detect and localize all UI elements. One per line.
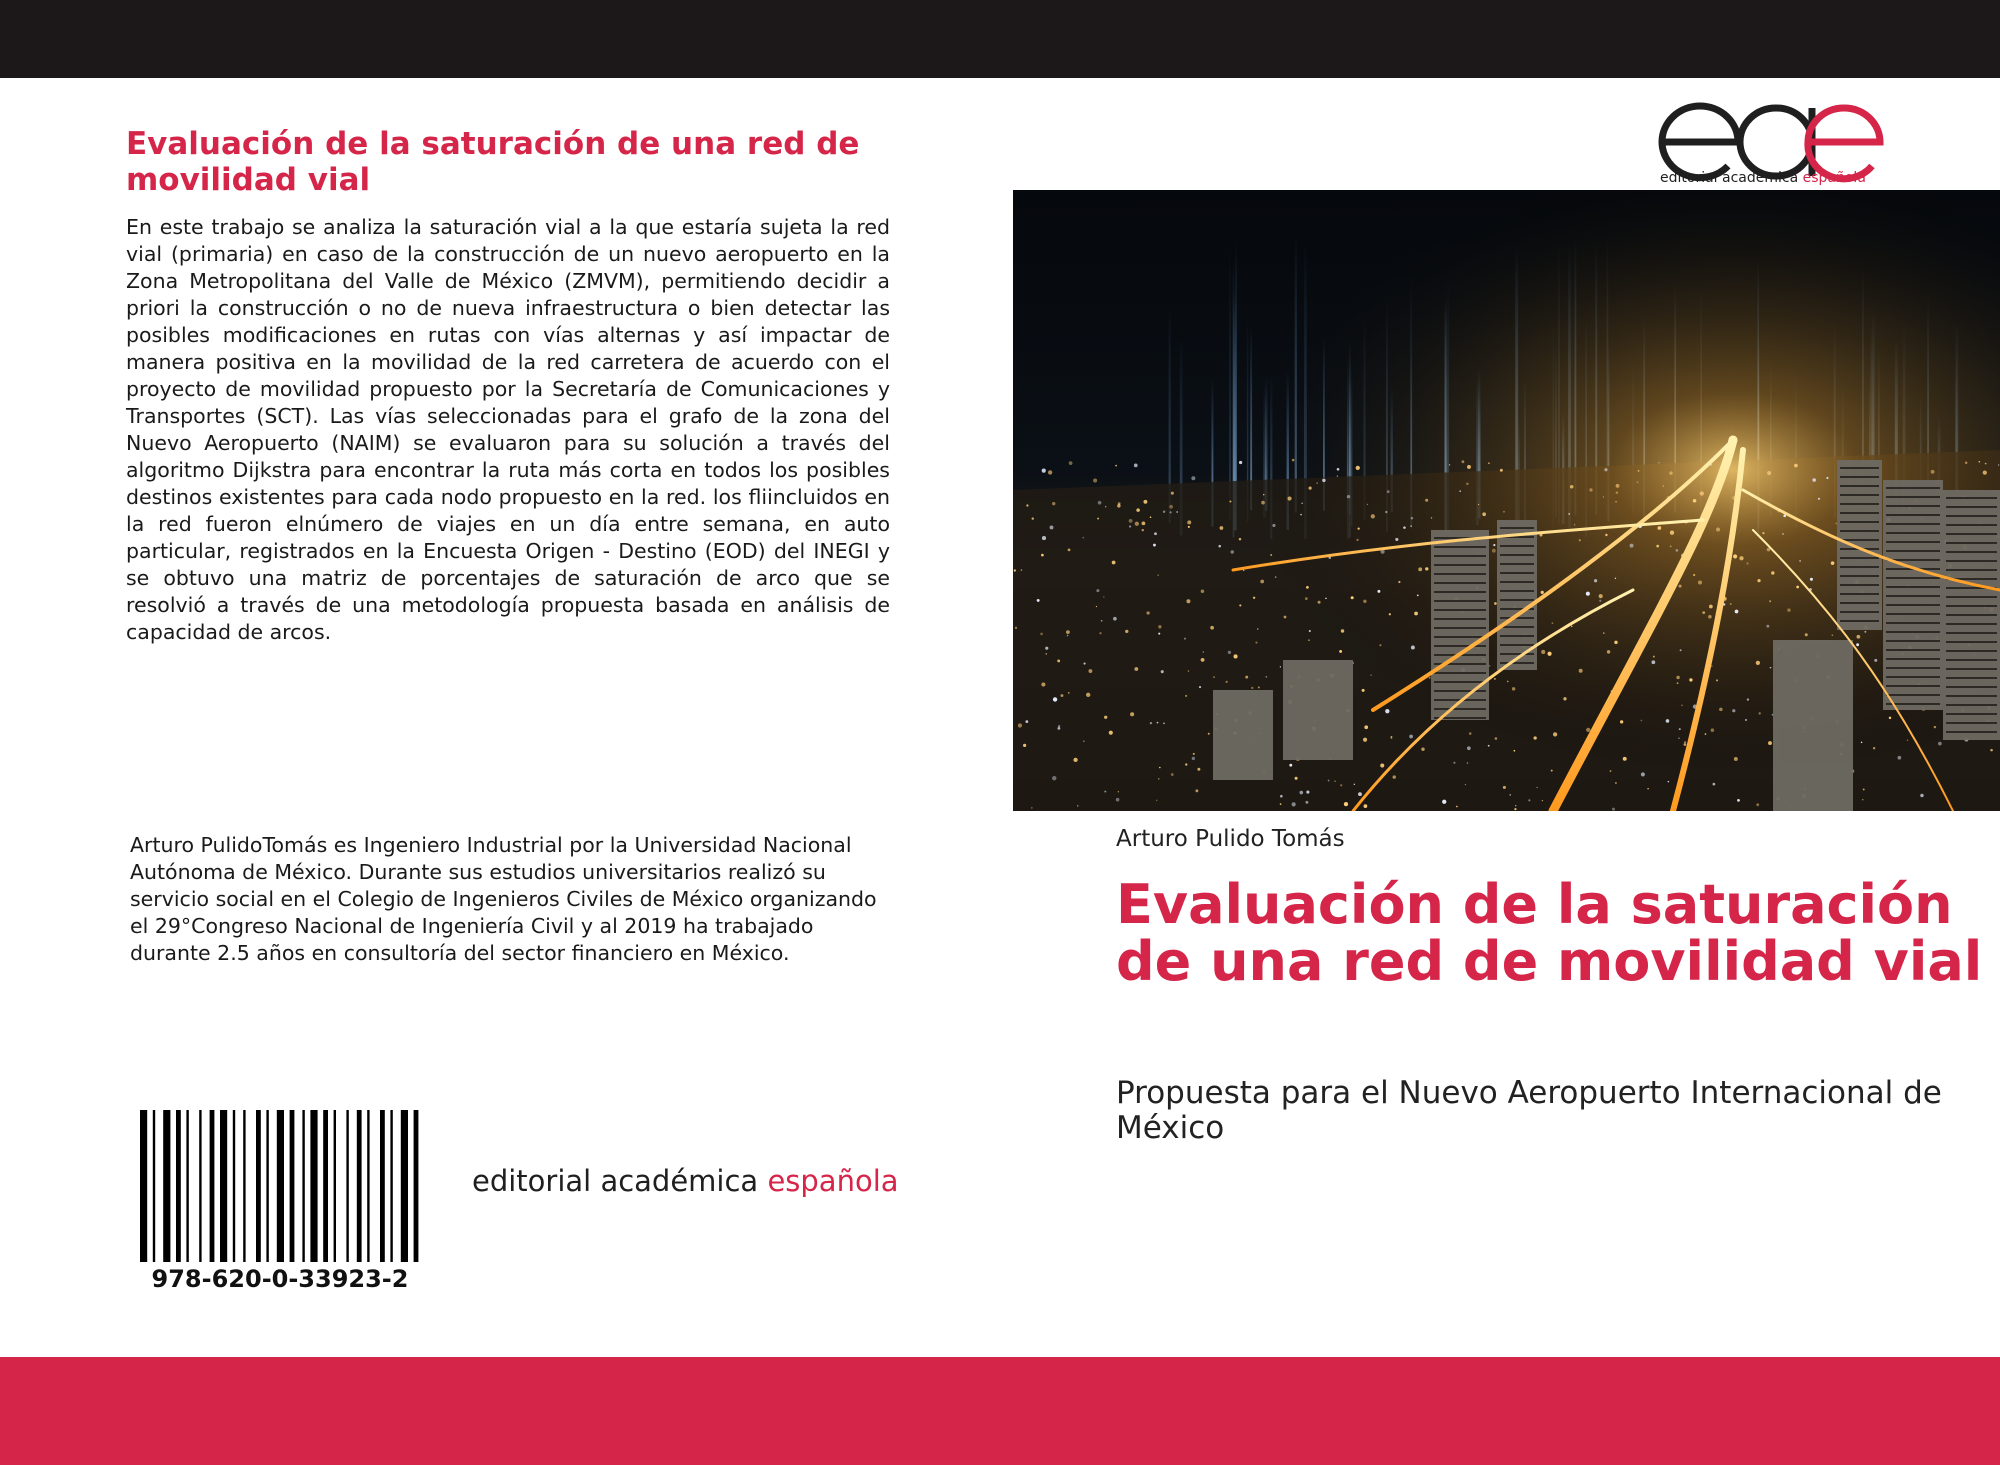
barcode-bar [153, 1110, 155, 1262]
barcode-bar [256, 1110, 261, 1262]
back-publisher-accent: española [767, 1164, 899, 1198]
barcode-bar [414, 1110, 419, 1262]
logo-text [1660, 170, 1866, 186]
barcode-bar [401, 1110, 408, 1262]
barcode-bar [163, 1110, 170, 1262]
barcode-bar [176, 1110, 181, 1262]
barcode-bar [302, 1110, 304, 1262]
top-band [0, 0, 2000, 78]
barcode-bar [220, 1110, 227, 1262]
barcode-bar [277, 1110, 284, 1262]
barcode-bar [346, 1110, 348, 1262]
logo-text-main: editorial académica [1660, 170, 1799, 186]
back-cover-abstract: En este trabajo se analiza la saturación vial a la que estaría sujeta la red vial (primaria) en caso de la construcción de un nuevo aeropuerto en la Zona Metropolitana del Valle de México (ZMVM), permitiendo decidir a priori la construcción o no de nueva infraestructura o bien detectar las posibles modificaciones en rutas con vías alternas y así impactar de manera positiva en la movilidad de la red carretera de acuerdo con el proyecto de movilidad propuesto por la Secretaría de Comunicaciones y Transportes (SCT). Las vías seleccionadas para el grafo de la zona del Nuevo Aeropuerto (NAIM) se evaluaron para su solución a través del algoritmo Dijkstra para encontrar la ruta más corta en todos los posibles destinos existentes para cada nodo propuesto en la red. los fliincluidos en la red fueron elnúmero de viajes en un día entre semana, en auto particular, registrados en la Encuesta Origen - Destino (EOD) del INEGI y se obtuvo una matriz de porcentajes de saturación de arco que se resolvió a través de una metodología propuesta basada en análisis de capacidad de arcos. [126, 215, 890, 644]
front-author-name: Arturo Pulido Tomás [1116, 826, 1345, 852]
barcode-bar [233, 1110, 235, 1262]
barcode-bar [243, 1110, 245, 1262]
isbn-number: 978-620-0-33923-2 [151, 1265, 409, 1293]
barcode-bar [390, 1110, 392, 1262]
barcode [140, 1110, 420, 1262]
night-city-highway-photo [1013, 190, 2000, 811]
barcode-bar [380, 1110, 385, 1262]
back-publisher-name [472, 1164, 899, 1198]
barcode-bar [367, 1110, 369, 1262]
bottom-band [0, 1357, 2000, 1465]
barcode-bar [323, 1110, 328, 1262]
back-cover-title: Evaluación de la saturación de una red de movilidad vial [126, 126, 860, 198]
barcode-bar [199, 1110, 201, 1262]
author-bio: Arturo PulidoTomás es Ingeniero Industrial por la Universidad Nacional Autónoma de México. Durante sus estudios universitarios realizó su servicio social en el Colegio de Ingenieros Civiles de México organizando el 29°Congreso Nacional de Ingeniería Civil y al 2019 ha trabajado durante 2.5 años en consultoría del sector financiero en México. [130, 833, 877, 965]
barcode-bar [334, 1110, 336, 1262]
back-publisher-main: editorial académica [472, 1164, 759, 1198]
front-cover-title: Evaluación de la saturación de una red de movilidad vial [1116, 873, 1983, 993]
barcode-bar [310, 1110, 317, 1262]
barcode-bar [290, 1110, 295, 1262]
barcode-bar [357, 1110, 362, 1262]
logo-text-accent: española [1802, 170, 1866, 186]
barcode-bar [210, 1110, 215, 1262]
barcode-bar [140, 1110, 147, 1262]
front-cover-subtitle: Propuesta para el Nuevo Aeropuerto Internacional de México [1116, 1075, 1942, 1146]
barcode-bar [266, 1110, 268, 1262]
barcode-bar [186, 1110, 188, 1262]
